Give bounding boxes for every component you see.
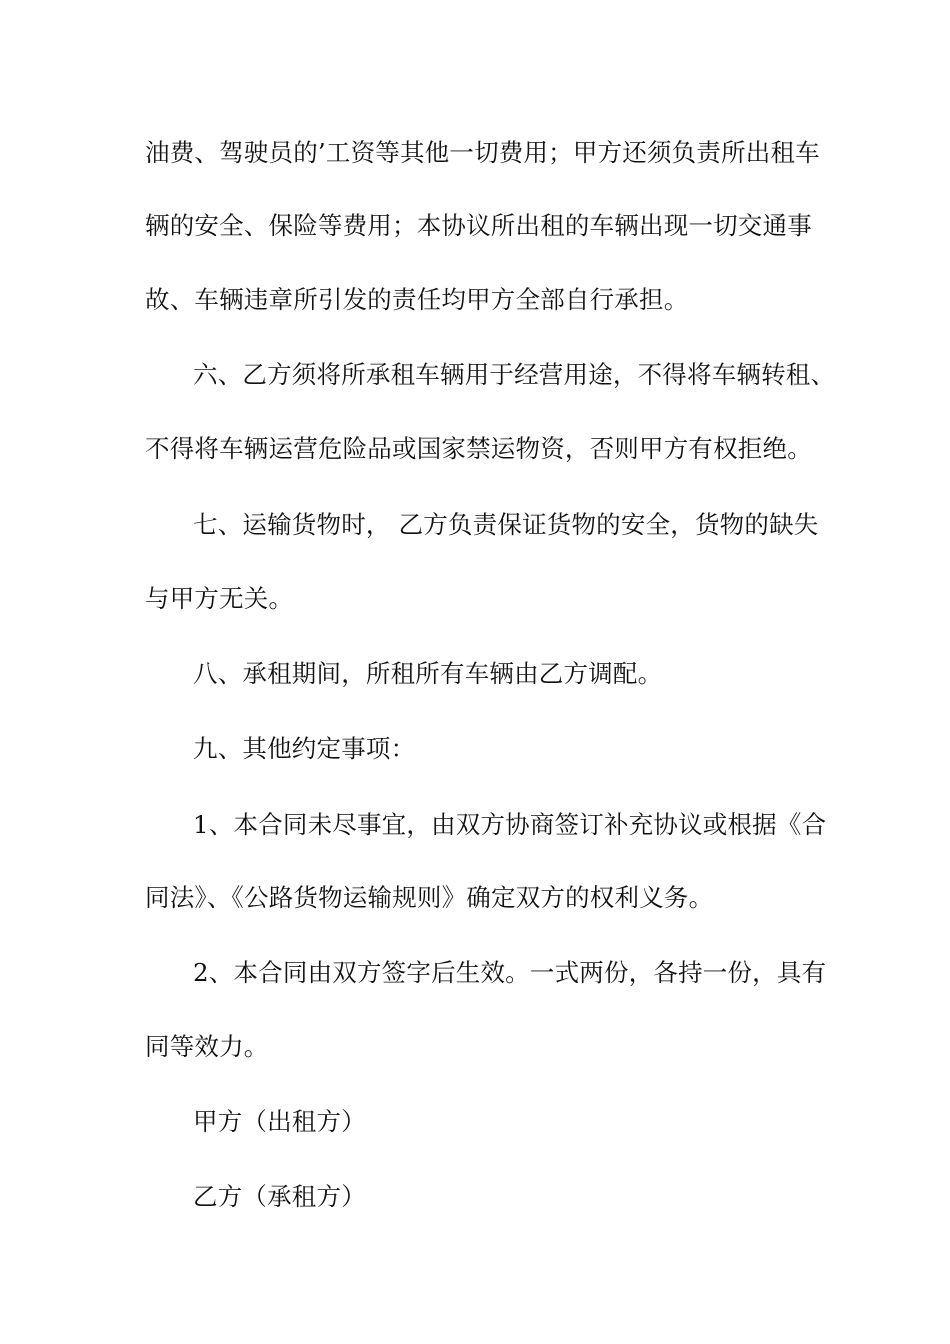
text-line: 油费、驾驶员的’工资等其他一切费用；甲方还须负责所出租车 (145, 138, 820, 167)
text-line: 与甲方无关。 (145, 584, 294, 613)
clause-six-text: 六、乙方须将所承租车辆用于经营用途，不得将车辆转租、 (193, 360, 836, 389)
text-line: 同法》、《公路货物运输规则》确定双方的权利义务。 (145, 883, 714, 912)
clause-nine-heading: 九、其他约定事项： (193, 734, 416, 763)
sub-item-two-text: 2、本合同由双方签字后生效。一式两份，各持一份，具有 (193, 958, 827, 987)
text-line: 不得将车辆运营危险品或国家禁运物资，否则甲方有权拒绝。 (145, 434, 812, 463)
text-line: 辆的安全、保险等费用；本协议所出租的车辆出现一切交通事 (145, 211, 812, 240)
text-line: 故、车辆违章所引发的责任均甲方全部自行承担。 (145, 285, 689, 314)
clause-seven-text: 七、运输货物时， 乙方负责保证货物的安全，货物的缺失 (193, 510, 819, 539)
party-a-label: 甲方（出租方） (193, 1107, 366, 1136)
clause-eight-text: 八、承租期间，所租所有车辆由乙方调配。 (193, 659, 663, 688)
text-line: 同等效力。 (145, 1032, 269, 1061)
sub-item-one-text: 1、本合同未尽事宜，由双方协商签订补充协议或根据《合 (193, 810, 827, 839)
party-b-label: 乙方（承租方） (193, 1182, 366, 1211)
